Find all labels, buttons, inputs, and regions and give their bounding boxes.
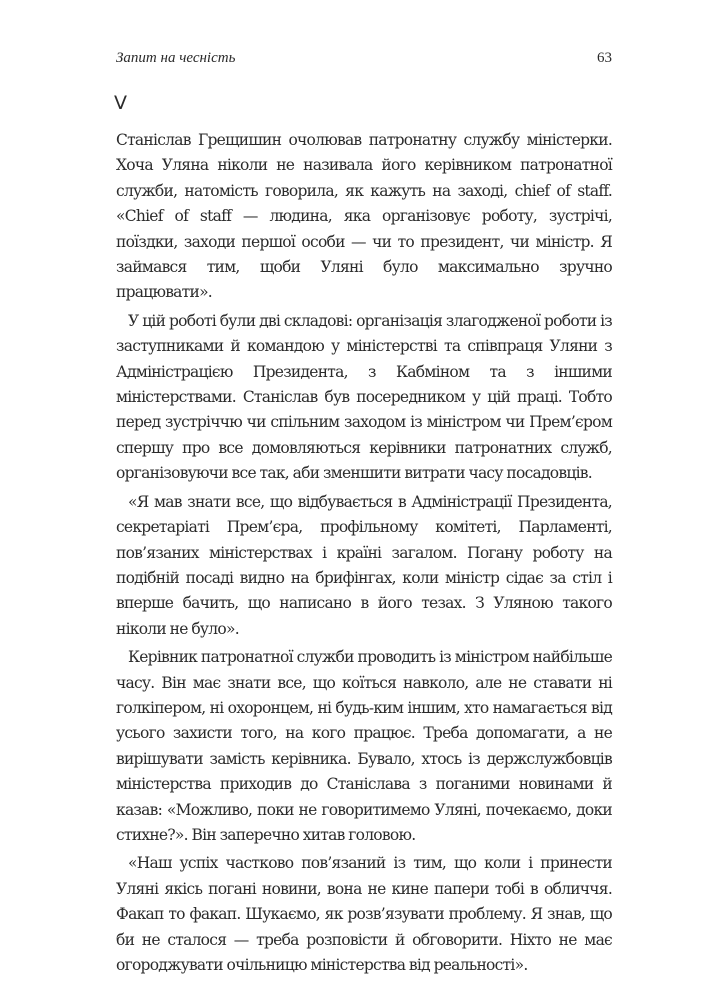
running-head-title: Запит на чесність [116,50,236,66]
page-number: 63 [597,50,612,66]
chapter-numeral: V [114,92,127,114]
paragraph-5: «Наш успіх частково пов’язаний із тим, що коли і принести Уляні якісь погані новини, вона не кине папери тобі в обличчя. Факап то факап. Шукаємо, як розв’язувати проблему. Я знав, що би не сталося — треба розповісти й обговорити. Ніхто не має огороджувати очільницю міністерства від реальності». [116,854,612,974]
body-text [116,128,612,981]
paragraph-4: Керівник патронатної служби проводить із міністром найбільше часу. Він має знати все, що коїться навколо, але не ставати ні голкіпером, ні охоронцем, ні будь-ким іншим, хто намагається від усього захисти того, на кого працює. Треба допомагати, а не вирішувати замість керівника. Бувало, хтось із держслужбовців міністерства приходив до Станіслава з поганими новинами й казав: «Можливо, поки не говоритимемо Уляні, почекаємо, доки стихне?». Він заперечно хитав головою. [116,648,612,844]
paragraph-3: «Я мав знати все, що відбувається в Адміністрації Президента, секретаріаті Прем’єра, профільному комітеті, Парламенті, пов’язаних міністерствах і країні загалом. Погану роботу на подібній посаді видно на брифінгах, коли міністр сідає за стіл і вперше бачить, що написано в його тезах. З Уляною такого ніколи не було». [116,492,612,638]
paragraph-2: У цій роботі були дві складові: організація злагодженої роботи із заступниками й командою у міністерстві та співпраця Уляни з Адміністрацією Президента, з Кабміном та з іншими міністерствами. Станіслав був посередником у цій праці. Тобто перед зустріччю чи спільним заходом із міністром чи Прем’єром спершу про все домовляються керівники патронатних служб, організовуючи все так, аби зменшити витрати часу посадовців. [116,311,612,483]
running-header [116,46,612,70]
paragraph-1: Станіслав Грещишин очолював патронатну службу міністерки. Хоча Уляна ніколи не називала його керівником патронатної служби, натомість говорила, як кажуть на заході, chief of staff. «Chief of staff — людина, яка організовує роботу, зустрічі, поїздки, заходи першої особи — чи то президент, чи міністр. Я займався тим, щоби Уляні було максимально зручно працювати». [116,131,612,302]
